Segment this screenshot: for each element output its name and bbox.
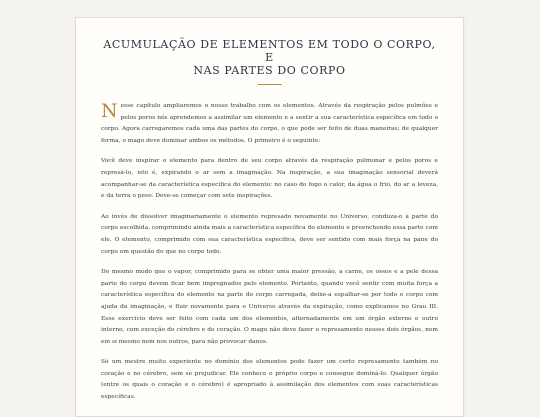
- paragraph-5: Só um mestre muito experiente no domínio dos elementos pode fazer um certo represamento também no coração e no cérebro, sem se prejudicar. Ele conhece o próprio corpo e consegue dominá-lo. Qualquer órgão (entre os quais o coração e o cérebro) é apropriado à assimilação dos elementos com suas características específicas.: [101, 359, 438, 401]
- paragraph-2: Você deve inspirar o elemento para dentro de seu corpo através da respiração pulmonar e pelos poros e represá-lo, isto é, expirando o ar sem a imaginação. Na inspiração, a sua imaginação sensorial deverá acompanhar-se da característica específica do elemento: no caso do fogo o calor, da água o frio, do ar a leveza, e da terra o peso. Deve-se começar com sete inspirações.: [101, 158, 438, 200]
- document-page: [75, 17, 464, 417]
- paragraph-1: [101, 101, 438, 147]
- page-title: [101, 38, 438, 77]
- paragraph-1-text: esse capítulo ampliaremos o nosso trabalho com os elementos. Através da respiração pelos pulmões e pelos poros nós aprendemos a assimilar um elemento e a sentir a sua característica específica em todo o corpo. Agora carregaremos cada uma das partes do corpo, o que pode ser feito de duas maneiras; de qualquer forma, o mago deve dominar ambos os métodos. O primeiro é o seguinte:: [101, 103, 438, 144]
- paragraph-4: Do mesmo modo que o vapor, comprimido para se obter uma maior pressão, a carne, os ossos e a pele dessa parte do corpo devem ficar bem impregnados pelo elemento. Portanto, quando você sentir com muita força a característica específica do elemento na parte do corpo carregada, deixe-a espalhar-se por todo o corpo com ajuda da imaginação, e fluir novamente para o Universo através da expiração, como explicamos no Grau III. Esse exercício deve ser feito com cada um dos elementos, alternadamente em um órgão externo e outro interno, com exceção do cérebro e do coração. O mago não deve fazer o represamento nesses dois órgãos, nem em si mesmo nem nos outros, para não provocar danos.: [101, 269, 438, 345]
- paragraph-3: Ao invés de dissolver imaginariamente o elemento represado novamente no Universo, conduza-o à parte do corpo escolhida, comprimindo ainda mais a característica específica do elemento e preenchendo essa parte com ele. O elemento, comprimido com sua característica específica, deve ser sentido com mais força na pane do corpo em questão do que no corpo todo.: [101, 213, 438, 255]
- title-line-2: NAS PARTES DO CORPO: [193, 64, 346, 77]
- title-line-1: ACUMULAÇÃO DE ELEMENTOS EM TODO O CORPO, E: [103, 38, 436, 64]
- drop-cap: N: [101, 100, 118, 122]
- title-divider: [258, 84, 282, 85]
